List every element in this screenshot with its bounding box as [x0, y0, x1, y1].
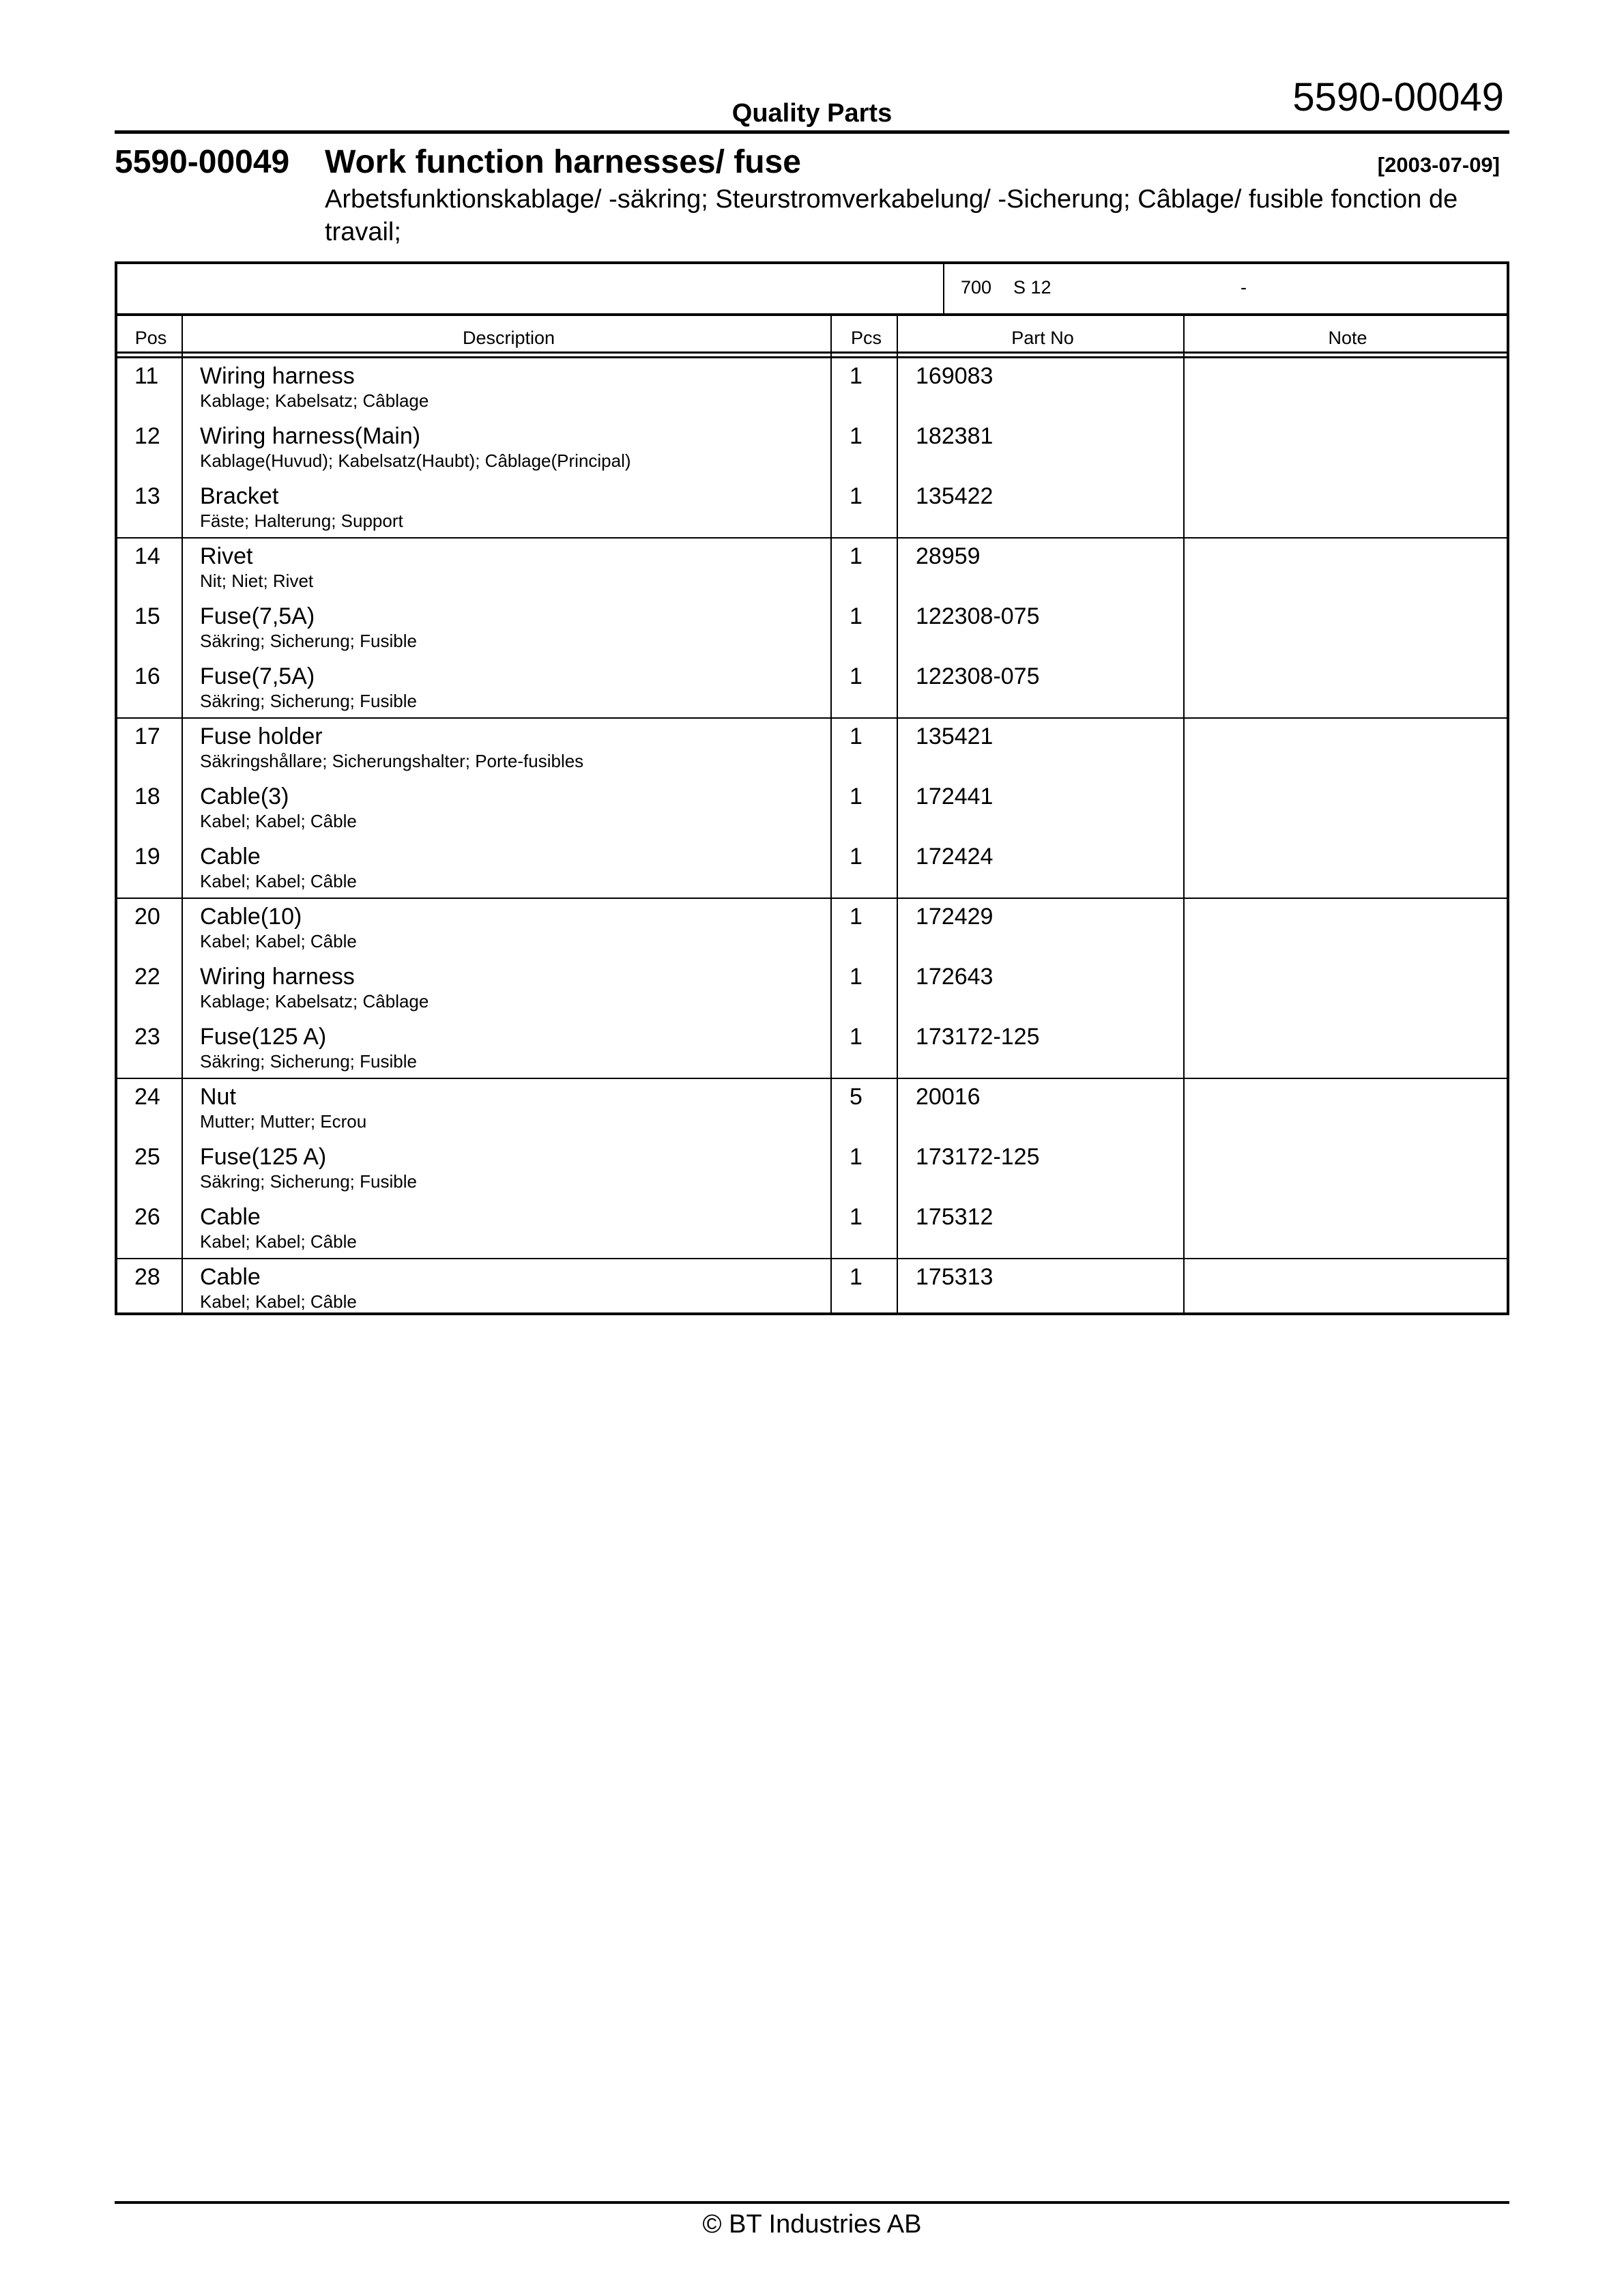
document-header-title: Quality Parts: [731, 99, 893, 128]
row-pcs: 1: [850, 543, 862, 569]
row-description-translations: Kabel; Kabel; Câble: [200, 811, 357, 831]
table-row: [117, 1199, 1507, 1259]
row-pos: 23: [134, 1024, 160, 1050]
table-header-row: [117, 316, 1507, 354]
row-description-translations: Fäste; Halterung; Support: [200, 511, 403, 531]
row-pos: 28: [134, 1264, 160, 1290]
row-description: Wiring harness: [200, 363, 355, 389]
row-pcs: 1: [850, 1144, 862, 1170]
row-pcs: 1: [850, 423, 862, 449]
row-description-translations: Säkringshållare; Sicherungshalter; Porte-fusibles: [200, 751, 584, 771]
column-header-pos: Pos: [134, 328, 167, 348]
row-pcs: 1: [850, 964, 862, 990]
table-row: [117, 418, 1507, 478]
model-series: S 12: [1013, 277, 1052, 298]
row-description: Wiring harness(Main): [200, 423, 421, 449]
row-part-no: 173172-125: [916, 1024, 1040, 1050]
table-row: [117, 959, 1507, 1019]
row-pos: 12: [134, 423, 160, 449]
header-rule: [115, 130, 1509, 134]
row-description-translations: Kablage(Huvud); Kabelsatz(Haubt); Câblage(Principal): [200, 450, 631, 471]
row-pos: 14: [134, 543, 160, 569]
footer-copyright: © BT Industries AB: [702, 2210, 922, 2239]
row-description-translations: Säkring; Sicherung; Fusible: [200, 631, 417, 651]
row-pcs: 1: [850, 363, 862, 389]
row-pcs: 1: [850, 1264, 862, 1290]
row-pcs: 1: [850, 663, 862, 689]
row-description: Fuse holder: [200, 723, 323, 749]
row-description-translations: Mutter; Mutter; Ecrou: [200, 1111, 367, 1132]
document-subtitle: Arbetsfunktionskablage/ -säkring; Steurstromverkabelung/ -Sicherung; Câblage/ fusible fonction de travail;: [325, 185, 1458, 246]
row-description-translations: Kabel; Kabel; Câble: [200, 1231, 357, 1252]
column-header-part-no: Part No: [1011, 328, 1074, 348]
row-pcs: 1: [850, 483, 862, 509]
row-part-no: 173172-125: [916, 1144, 1040, 1170]
table-row: [117, 1139, 1507, 1199]
row-part-no: 172643: [916, 964, 994, 990]
table-row: [117, 659, 1507, 719]
table-row: [117, 839, 1507, 899]
table-row: [117, 899, 1507, 959]
row-part-no: 169083: [916, 363, 994, 389]
model-range: -: [1241, 277, 1247, 298]
row-pos: 20: [134, 904, 160, 930]
column-header-description: Description: [462, 328, 555, 348]
row-part-no: 172429: [916, 904, 994, 930]
row-pos: 19: [134, 844, 160, 870]
row-pcs: 1: [850, 844, 862, 870]
row-description: Bracket: [200, 483, 279, 509]
row-description: Cable: [200, 844, 261, 870]
row-description-translations: Säkring; Sicherung; Fusible: [200, 1171, 417, 1192]
row-description: Fuse(125 A): [200, 1024, 327, 1050]
table-row: [117, 599, 1507, 659]
row-description: Fuse(7,5A): [200, 603, 315, 629]
row-part-no: 172441: [916, 784, 994, 809]
row-pcs: 1: [850, 904, 862, 930]
row-part-no: 172424: [916, 844, 994, 870]
row-description: Nut: [200, 1084, 236, 1110]
row-description: Fuse(7,5A): [200, 663, 315, 689]
row-pos: 26: [134, 1204, 160, 1230]
header-double-rule-top: [117, 351, 1507, 354]
row-description: Cable: [200, 1204, 261, 1230]
row-pcs: 1: [850, 1204, 862, 1230]
row-part-no: 175313: [916, 1264, 994, 1290]
row-part-no: 20016: [916, 1084, 981, 1110]
row-part-no: 175312: [916, 1204, 994, 1230]
row-part-no: 122308-075: [916, 663, 1040, 689]
page-number: 5590-00049: [1292, 75, 1504, 119]
row-pcs: 1: [850, 723, 862, 749]
footer-rule: [115, 2201, 1509, 2204]
row-description-translations: Säkring; Sicherung; Fusible: [200, 691, 417, 711]
row-pcs: 1: [850, 784, 862, 809]
row-description-translations: Kablage; Kabelsatz; Câblage: [200, 991, 429, 1011]
table-row: [117, 719, 1507, 779]
row-part-no: 182381: [916, 423, 994, 449]
parts-table: [115, 261, 1509, 1315]
row-description: Cable(10): [200, 904, 302, 930]
row-part-no: 135421: [916, 723, 994, 749]
table-row: [117, 478, 1507, 539]
row-description-translations: Nit; Niet; Rivet: [200, 571, 314, 591]
document-date: [2003-07-09]: [1377, 153, 1500, 177]
row-description: Fuse(125 A): [200, 1144, 327, 1170]
row-description: Wiring harness: [200, 964, 355, 990]
row-pcs: 1: [850, 1024, 862, 1050]
row-part-no: 122308-075: [916, 603, 1040, 629]
row-pos: 17: [134, 723, 160, 749]
row-pos: 22: [134, 964, 160, 990]
document-title: Work function harnesses/ fuse: [325, 144, 801, 180]
row-description-translations: Kabel; Kabel; Câble: [200, 931, 357, 951]
row-part-no: 135422: [916, 483, 994, 509]
row-pcs: 5: [850, 1084, 862, 1110]
row-pcs: 1: [850, 603, 862, 629]
row-description-translations: Kablage; Kabelsatz; Câblage: [200, 390, 429, 411]
column-header-pcs: Pcs: [850, 328, 882, 348]
table-row: [117, 779, 1507, 839]
row-pos: 25: [134, 1144, 160, 1170]
row-description-translations: Kabel; Kabel; Câble: [200, 1291, 357, 1312]
table-row: [117, 358, 1507, 418]
table-row: [117, 1079, 1507, 1139]
row-pos: 18: [134, 784, 160, 809]
model-number: 700: [961, 277, 992, 298]
model-box-divider: [943, 264, 944, 313]
row-description-translations: Kabel; Kabel; Câble: [200, 871, 357, 891]
row-pos: 24: [134, 1084, 160, 1110]
row-pos: 15: [134, 603, 160, 629]
document-code: 5590-00049: [115, 144, 290, 180]
row-description-translations: Säkring; Sicherung; Fusible: [200, 1051, 417, 1072]
table-row: [117, 1019, 1507, 1079]
row-description: Cable: [200, 1264, 261, 1290]
column-header-note: Note: [1328, 328, 1367, 348]
table-row: [117, 1259, 1507, 1319]
row-description: Cable(3): [200, 784, 289, 809]
row-pos: 16: [134, 663, 160, 689]
row-part-no: 28959: [916, 543, 981, 569]
row-description: Rivet: [200, 543, 253, 569]
table-row: [117, 539, 1507, 599]
row-pos: 11: [134, 363, 159, 389]
row-pos: 13: [134, 483, 160, 509]
